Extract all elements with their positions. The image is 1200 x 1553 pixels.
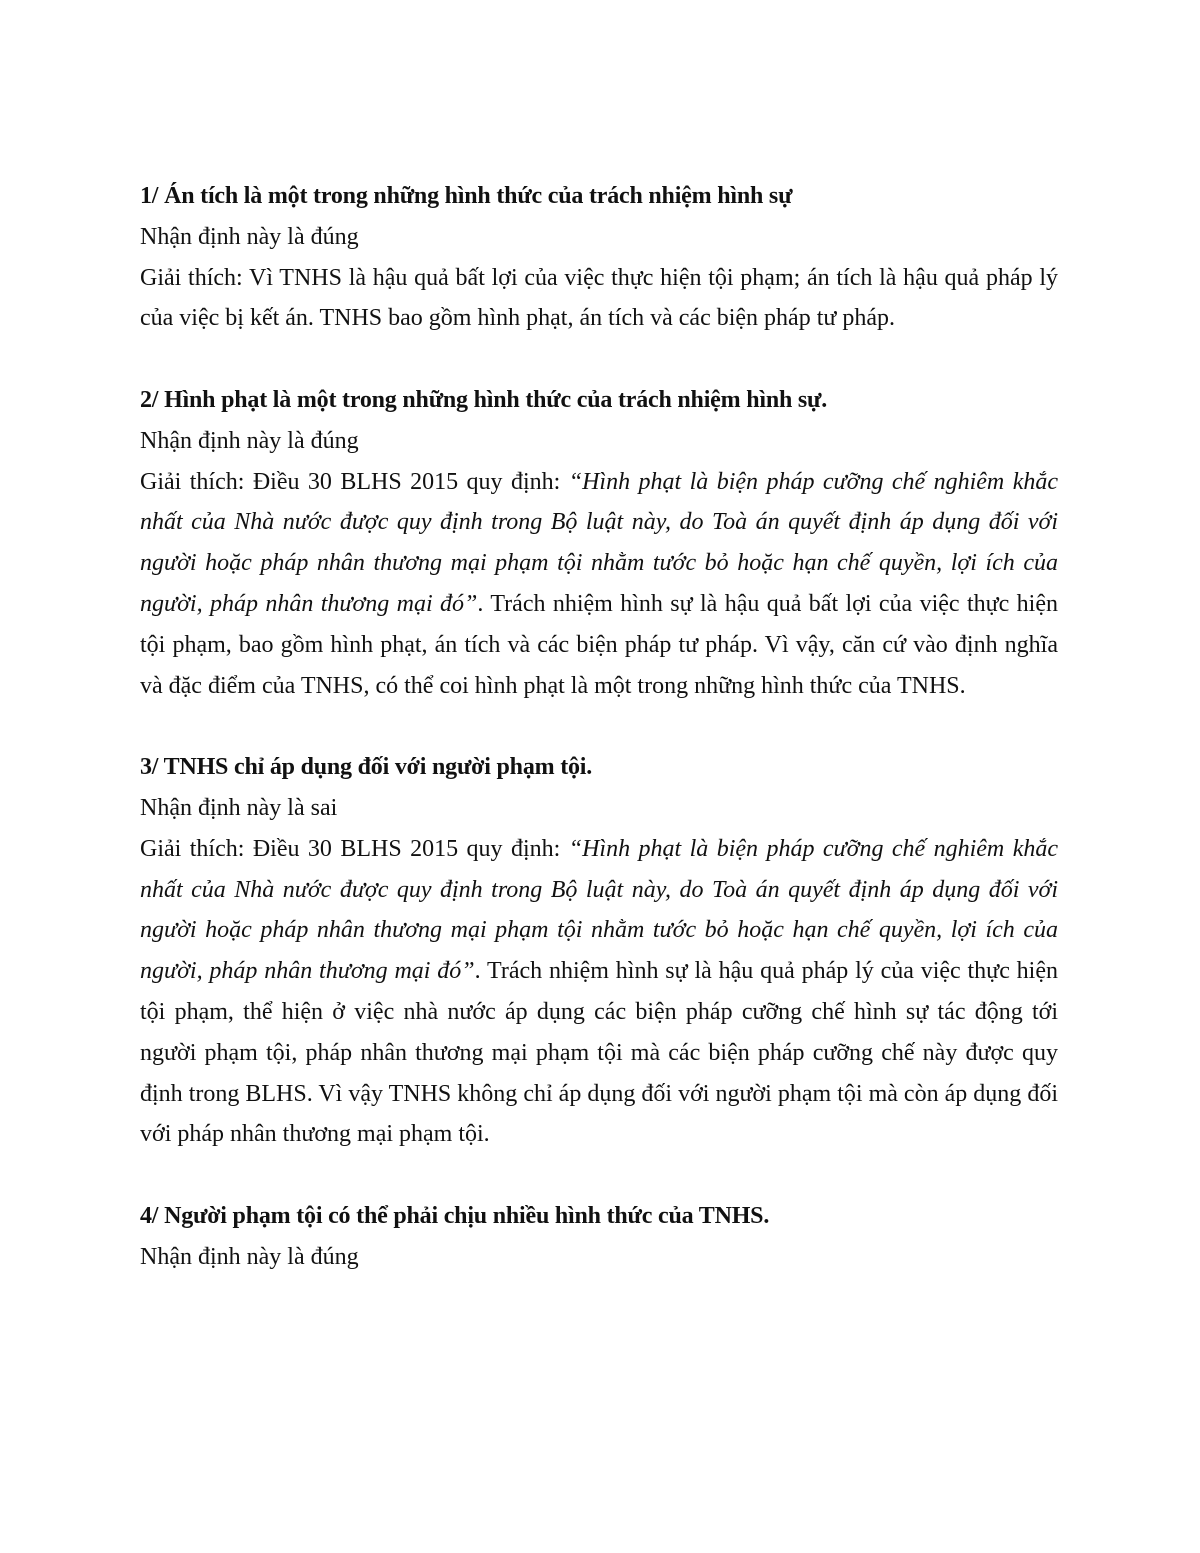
- section-1-explanation: [140, 258, 1058, 340]
- section-2-quote: “Hình phạt là biện pháp cưỡng chế nghiêm khắc nhất của Nhà nước được quy định trong Bộ luật này, do Toà án quyết định áp dụng đối với người hoặc pháp nhân thương mại phạm tội nhằm tước bỏ hoặc hạn chế quyền, lợi ích của người, pháp nhân thương mại đó”: [140, 468, 1058, 617]
- section-2-explanation: [140, 462, 1058, 707]
- section-4: [140, 1196, 1058, 1278]
- section-1: [140, 176, 1058, 339]
- section-1-heading: 1/ Án tích là một trong những hình thức của trách nhiệm hình sự: [140, 183, 793, 209]
- section-3-verdict: Nhận định này là sai: [140, 794, 338, 821]
- section-4-verdict: Nhận định này là đúng: [140, 1243, 359, 1270]
- section-2-explanation-lead: Giải thích: Điều 30 BLHS 2015 quy định:: [140, 468, 569, 495]
- section-2-explanation-rest: . Trách nhiệm hình sự là hậu quả bất lợi của việc thực hiện tội phạm, bao gồm hình phạt, án tích và các biện pháp tư pháp. Vì vậy, căn cứ vào định nghĩa và đặc điểm của TNHS, có thể coi hình phạt là một trong những hình thức của TNHS.: [140, 590, 1058, 699]
- section-1-verdict: Nhận định này là đúng: [140, 223, 359, 250]
- section-3-explanation-rest: . Trách nhiệm hình sự là hậu quả pháp lý của việc thực hiện tội phạm, thể hiện ở việc nhà nước áp dụng các biện pháp cưỡng chế hình sự tác động tới người phạm tội, pháp nhân thương mại phạm tội mà các biện pháp cưỡng chế này được quy định trong BLHS. Vì vậy TNHS không chỉ áp dụng đối với người phạm tội mà còn áp dụng đối với pháp nhân thương mại phạm tội.: [140, 958, 1058, 1148]
- section-1-explanation-text: Giải thích: Vì TNHS là hậu quả bất lợi của việc thực hiện tội phạm; án tích là hậu quả pháp lý của việc bị kết án. TNHS bao gồm hình phạt, án tích và các biện pháp tư pháp.: [140, 264, 1058, 332]
- section-2-verdict: Nhận định này là đúng: [140, 427, 359, 454]
- section-4-heading: 4/ Người phạm tội có thể phải chịu nhiều hình thức của TNHS.: [140, 1202, 770, 1229]
- section-3-explanation: [140, 829, 1058, 1155]
- section-3-heading: 3/ TNHS chỉ áp dụng đối với người phạm tội.: [140, 754, 593, 781]
- section-3-quote: “Hình phạt là biện pháp cưỡng chế nghiêm khắc nhất của Nhà nước được quy định trong Bộ luật này, do Toà án quyết định áp dụng đối với người hoặc pháp nhân thương mại phạm tội nhằm tước bỏ hoặc hạn chế quyền, lợi ích của người, pháp nhân thương mại đó”: [140, 835, 1058, 985]
- section-2: [140, 380, 1058, 706]
- document-page: [140, 176, 1058, 1318]
- section-3: [140, 747, 1058, 1155]
- section-2-heading: 2/ Hình phạt là một trong những hình thức của trách nhiệm hình sự.: [140, 386, 828, 413]
- section-3-explanation-lead: Giải thích: Điều 30 BLHS 2015 quy định:: [140, 835, 569, 862]
